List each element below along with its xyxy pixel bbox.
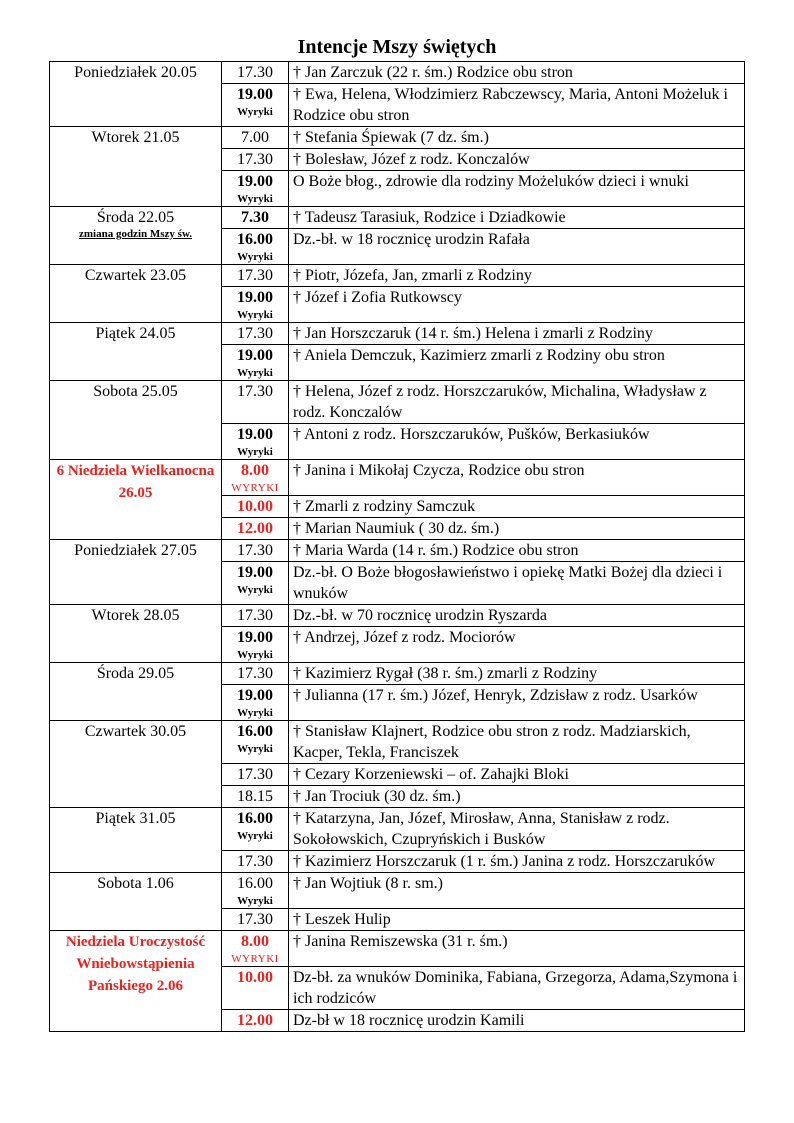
intention-cell: † Helena, Józef z rodz. Horszczaruków, Michalina, Władysław z rodz. Konczalów [289,381,745,424]
time-cell: 16.00 Wyryki [222,229,289,265]
intention-cell: † Julianna (17 r. śm.) Józef, Henryk, Zdzisław z rodz. Usarków [289,685,745,721]
wyryki-label: Wyryki [237,707,273,719]
wyryki-label: WYRYKI [231,482,279,494]
intention-cell: † Janina Remiszewska (31 r. śm.) [289,931,745,967]
time-cell: 17.30 [222,323,289,345]
time-cell: 19.00 Wyryki [222,627,289,663]
wyryki-label: Wyryki [237,309,273,321]
time-cell: 17.30 [222,663,289,685]
intention-cell: † Janina i Mikołaj Czycza, Rodzice obu stron [289,460,745,496]
table-row [50,540,745,562]
time-cell: 12.00 [222,1010,289,1032]
intention-cell: † Andrzej, Józef z rodz. Mociorów [289,627,745,663]
time-cell: 17.30 [222,605,289,627]
intention-cell: † Aniela Demczuk, Kazimierz zmarli z Rodziny obu stron [289,345,745,381]
wyryki-label: Wyryki [237,367,273,379]
day-cell: Czwartek 23.05 [50,265,222,323]
time-cell: 19.00 Wyryki [222,287,289,323]
intention-cell: O Boże błog., zdrowie dla rodziny Możeluków dzieci i wnuki [289,171,745,207]
wyryki-label: Wyryki [237,251,273,263]
time-cell: 10.00 [222,967,289,1010]
day-cell: Wtorek 28.05 [50,605,222,663]
page-title: Intencje Mszy świętych [297,36,497,58]
intention-cell: † Ewa, Helena, Włodzimierz Rabczewscy, Maria, Antoni Możeluk i Rodzice obu stron [289,84,745,127]
time-cell: 19.00 Wyryki [222,562,289,605]
intention-cell: † Kazimierz Rygał (38 r. śm.) zmarli z Rodziny [289,663,745,685]
day-cell: Sobota 25.05 [50,381,222,460]
intention-cell: † Jan Zarczuk (22 r. śm.) Rodzice obu stron [289,62,745,84]
table-row [50,265,745,287]
day-cell: 6 Niedziela Wielkanocna 26.05 [50,460,222,540]
day-cell: Poniedziałek 27.05 [50,540,222,605]
time-cell: 7.30 [222,207,289,229]
intention-cell: † Bolesław, Józef z rodz. Konczalów [289,149,745,171]
time-cell: 19.00 Wyryki [222,685,289,721]
time-cell: 17.30 [222,265,289,287]
intention-cell: † Józef i Zofia Rutkowscy [289,287,745,323]
intention-cell: † Antoni z rodz. Horszczaruków, Pušków, Berkasiuków [289,424,745,460]
day-cell: Czwartek 30.05 [50,721,222,808]
intention-cell: † Maria Warda (14 r. śm.) Rodzice obu stron [289,540,745,562]
time-cell: 19.00 Wyryki [222,424,289,460]
table-row [50,808,745,851]
intention-cell: † Leszek Hulip [289,909,745,931]
intention-cell: Dz.-bł. O Boże błogosławieństwo i opiekę Matki Bożej dla dzieci i wnuków [289,562,745,605]
time-cell: 18.15 [222,786,289,808]
table-row [50,62,745,84]
intention-cell: † Jan Wojtiuk (8 r. sm.) [289,873,745,909]
intention-cell: Dz.-bł. w 18 rocznicę urodzin Rafała [289,229,745,265]
time-cell: 16.00 Wyryki [222,721,289,764]
intention-cell: † Cezary Korzeniewski – of. Zahajki Bloki [289,764,745,786]
table-row [50,127,745,149]
intention-cell: † Jan Trociuk (30 dz. śm.) [289,786,745,808]
time-cell: 17.30 [222,851,289,873]
intention-cell: † Piotr, Józefa, Jan, zmarli z Rodziny [289,265,745,287]
intention-cell: Dz-bł w 18 rocznicę urodzin Kamili [289,1010,745,1032]
day-cell: Wtorek 21.05 [50,127,222,207]
day-cell: Środa 22.05 zmiana godzin Mszy św. [50,207,222,265]
wyryki-label: Wyryki [237,649,273,661]
wyryki-label: Wyryki [237,193,273,205]
intention-cell: Dz.-bł. w 70 rocznicę urodzin Ryszarda [289,605,745,627]
table-row [50,207,745,229]
intention-cell: † Stefania Śpiewak (7 dz. śm.) [289,127,745,149]
mass-intentions-table [49,61,745,1032]
wyryki-label: Wyryki [237,743,273,755]
wyryki-label: WYRYKI [231,953,279,965]
time-cell: 16.00 Wyryki [222,808,289,851]
time-cell: 19.00 Wyryki [222,345,289,381]
wyryki-label: Wyryki [237,895,273,907]
intention-cell: Dz-bł. za wnuków Dominika, Fabiana, Grzegorza, Adama,Szymona i ich rodziców [289,967,745,1010]
time-cell: 12.00 [222,518,289,540]
table-row [50,873,745,909]
day-cell: Piątek 31.05 [50,808,222,873]
table-row [50,460,745,496]
table-row [50,323,745,345]
time-cell: 10.00 [222,496,289,518]
time-cell: 17.30 [222,62,289,84]
time-cell: 17.30 [222,764,289,786]
intention-cell: † Jan Horszczaruk (14 r. śm.) Helena i zmarli z Rodziny [289,323,745,345]
day-cell: Poniedziałek 20.05 [50,62,222,127]
time-cell: 16.00 Wyryki [222,873,289,909]
day-cell: Sobota 1.06 [50,873,222,931]
day-note: zmiana godzin Mszy św. [78,228,193,240]
table-row [50,721,745,764]
table-row [50,605,745,627]
table-row [50,663,745,685]
wyryki-label: Wyryki [237,106,273,118]
day-cell: Środa 29.05 [50,663,222,721]
time-cell: 17.30 [222,540,289,562]
day-cell: Piątek 24.05 [50,323,222,381]
intention-cell: † Katarzyna, Jan, Józef, Mirosław, Anna, Stanisław z rodz. Sokołowskich, Czupryńskich i Busków [289,808,745,851]
time-cell: 8.00 WYRYKI [222,931,289,967]
time-cell: 17.30 [222,381,289,424]
intention-cell: † Tadeusz Tarasiuk, Rodzice i Dziadkowie [289,207,745,229]
table-row [50,381,745,424]
time-cell: 19.00 Wyryki [222,171,289,207]
time-cell: 17.30 [222,149,289,171]
intention-cell: † Marian Naumiuk ( 30 dz. śm.) [289,518,745,540]
table-row [50,931,745,967]
wyryki-label: Wyryki [237,584,273,596]
intention-cell: † Kazimierz Horszczaruk (1 r. śm.) Janina z rodz. Horszczaruków [289,851,745,873]
time-cell: 7.00 [222,127,289,149]
intention-cell: † Zmarli z rodziny Samczuk [289,496,745,518]
wyryki-label: Wyryki [237,830,273,842]
wyryki-label: Wyryki [237,446,273,458]
intention-cell: † Stanisław Klajnert, Rodzice obu stron z rodz. Madziarskich, Kacper, Tekla, Franciszek [289,721,745,764]
time-cell: 8.00 WYRYKI [222,460,289,496]
time-cell: 19.00 Wyryki [222,84,289,127]
day-cell: Niedziela Uroczystość Wniebowstąpienia Pańskiego 2.06 [50,931,222,1032]
time-cell: 17.30 [222,909,289,931]
